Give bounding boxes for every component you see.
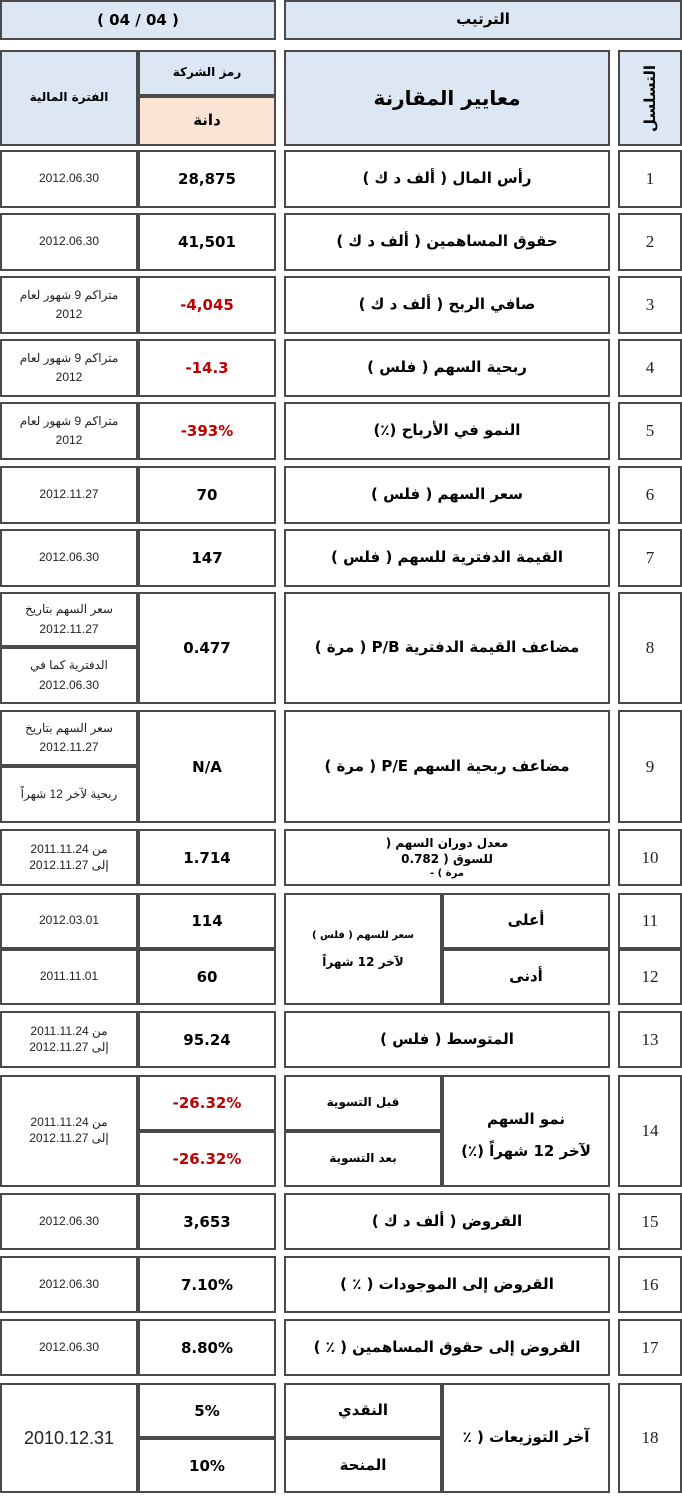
row-2-label: حقوق المساهمين ( ألف د ك ) — [284, 213, 610, 271]
row-15-label: القروض ( ألف د ك ) — [284, 1193, 610, 1250]
row-4-label: ربحية السهم ( فلس ) — [284, 339, 610, 397]
row-3-period: متراكم 9 شهور لعام 2012 — [0, 276, 138, 334]
row-7-value: 147 — [138, 529, 276, 587]
row-14-sub-a: قبل التسوية — [284, 1075, 442, 1131]
row-6-period: 2012.11.27 — [0, 466, 138, 524]
row-9-label: مضاعف ربحية السهم P/E ( مرة ) — [284, 710, 610, 823]
row-17-value: 8.80% — [138, 1319, 276, 1376]
row-14-value-b: -26.32% — [138, 1131, 276, 1187]
row-3-label: صافي الربح ( ألف د ك ) — [284, 276, 610, 334]
row-13-value: 95.24 — [138, 1011, 276, 1068]
row-18-number: 18 — [618, 1383, 682, 1493]
row-15-number: 15 — [618, 1193, 682, 1250]
row-14-value-a: -26.32% — [138, 1075, 276, 1131]
row-16-period: 2012.06.30 — [0, 1256, 138, 1313]
row-2-period: 2012.06.30 — [0, 213, 138, 271]
row-17-label: القروض إلى حقوق المساهمين ( ٪ ) — [284, 1319, 610, 1376]
row-13-label: المتوسط ( فلس ) — [284, 1011, 610, 1068]
row-18-period: 2010.12.31 — [0, 1383, 138, 1493]
row-4-value: -14.3 — [138, 339, 276, 397]
row-8-value: 0.477 — [138, 592, 276, 704]
row-7-period: 2012.06.30 — [0, 529, 138, 587]
row-11-period: 2012.03.01 — [0, 893, 138, 949]
row-1-value: 28,875 — [138, 150, 276, 208]
row-8-label: مضاعف القيمة الدفترية P/B ( مرة ) — [284, 592, 610, 704]
row-9-value: N/A — [138, 710, 276, 823]
row-12-number: 12 — [618, 949, 682, 1005]
row-5-period: متراكم 9 شهور لعام 2012 — [0, 402, 138, 460]
row-18-value-b: 10% — [138, 1438, 276, 1493]
row-8-number: 8 — [618, 592, 682, 704]
row-11-label: أعلى — [442, 893, 610, 949]
row-14-period: من 2011.11.24 إلى 2012.11.27 — [0, 1075, 138, 1187]
row-13-period: من 2011.11.24 إلى 2012.11.27 — [0, 1011, 138, 1068]
row-6-value: 70 — [138, 466, 276, 524]
row-8-period-b: الدفترية كما في 2012.06.30 — [0, 647, 138, 704]
row-2-value: 41,501 — [138, 213, 276, 271]
row-17-number: 17 — [618, 1319, 682, 1376]
row-1-number: 1 — [618, 150, 682, 208]
row-10-number: 10 — [618, 829, 682, 886]
row-1-label: رأس المال ( ألف د ك ) — [284, 150, 610, 208]
row-18-value-a: 5% — [138, 1383, 276, 1438]
ranking-value: ( 04 / 04 ) — [0, 0, 276, 40]
row-5-value: -393% — [138, 402, 276, 460]
row-10-period: من 2011.11.24 إلى 2012.11.27 — [0, 829, 138, 886]
row-1-period: 2012.06.30 — [0, 150, 138, 208]
row-16-value: 7.10% — [138, 1256, 276, 1313]
serial-header: التسلسل — [618, 50, 682, 146]
row-9-number: 9 — [618, 710, 682, 823]
row-18-sub-a: النقدي — [284, 1383, 442, 1438]
row-10-value: 1.714 — [138, 829, 276, 886]
row-6-label: سعر السهم ( فلس ) — [284, 466, 610, 524]
row-11-value: 114 — [138, 893, 276, 949]
row-7-label: القيمة الدفترية للسهم ( فلس ) — [284, 529, 610, 587]
row-5-label: النمو في الأرباح (٪) — [284, 402, 610, 460]
row-14-label: نمو السهم لآخر 12 شهراً (٪) — [442, 1075, 610, 1187]
row-14-sub-b: بعد التسوية — [284, 1131, 442, 1187]
row-12-value: 60 — [138, 949, 276, 1005]
ranking-label: الترتيب — [284, 0, 682, 40]
row-16-label: القروض إلى الموجودات ( ٪ ) — [284, 1256, 610, 1313]
row-11-number: 11 — [618, 893, 682, 949]
row-9-period-b: ربحية لآخر 12 شهراً — [0, 766, 138, 823]
row-7-number: 7 — [618, 529, 682, 587]
row-17-period: 2012.06.30 — [0, 1319, 138, 1376]
row-14-number: 14 — [618, 1075, 682, 1187]
symbol-header: رمز الشركة — [138, 50, 276, 96]
row-3-value: -4,045 — [138, 276, 276, 334]
period-header: الفترة المالية — [0, 50, 138, 146]
row-12-label: أدنى — [442, 949, 610, 1005]
row-5-number: 5 — [618, 402, 682, 460]
row-2-number: 2 — [618, 213, 682, 271]
row-16-number: 16 — [618, 1256, 682, 1313]
row-8-period-a: سعر السهم بتاريخ 2012.11.27 — [0, 592, 138, 647]
row-9-period-a: سعر السهم بتاريخ 2012.11.27 — [0, 710, 138, 766]
row-6-number: 6 — [618, 466, 682, 524]
row-15-period: 2012.06.30 — [0, 1193, 138, 1250]
row-18-sub-b: المنحة — [284, 1438, 442, 1493]
row-12-period: 2011.11.01 — [0, 949, 138, 1005]
row-10-label: معدل دوران السهم ( للسوق ( 0.782 مرة ) - — [284, 829, 610, 886]
price-range-label: سعر للسهم ( فلس ) لآخر 12 شهراً — [284, 893, 442, 1005]
row-3-number: 3 — [618, 276, 682, 334]
symbol-value: دانة — [138, 96, 276, 146]
row-4-number: 4 — [618, 339, 682, 397]
row-4-period: متراكم 9 شهور لعام 2012 — [0, 339, 138, 397]
row-15-value: 3,653 — [138, 1193, 276, 1250]
criteria-header: معايير المقارنة — [284, 50, 610, 146]
row-13-number: 13 — [618, 1011, 682, 1068]
row-18-label: آخر التوزيعات ( ٪ — [442, 1383, 610, 1493]
